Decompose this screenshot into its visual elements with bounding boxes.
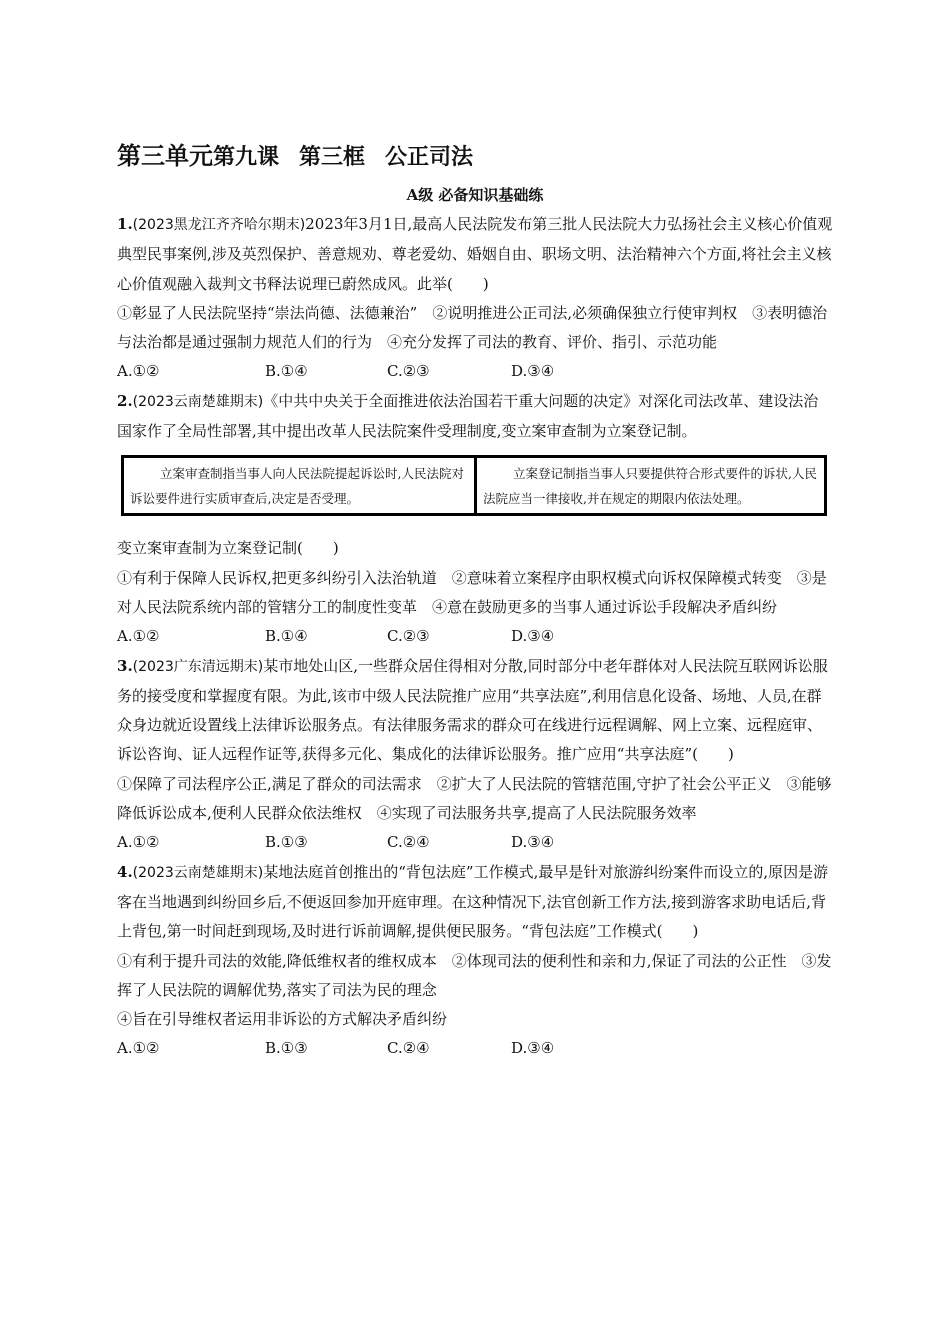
question-number: 2 bbox=[117, 391, 128, 410]
question-statements: ①有利于保障人民诉权,把更多纠纷引入法治轨道 ②意味着立案程序由职权模式向诉权保障模式转变 ③是对人民法院系统内部的管辖分工的制度性变革 ④意在鼓励更多的当事人通过诉讼手段解决矛盾纠纷 bbox=[117, 568, 827, 616]
page-title bbox=[117, 140, 833, 172]
option-a[interactable]: A.①② bbox=[117, 833, 160, 852]
option-b[interactable]: B.①④ bbox=[265, 362, 308, 381]
answer-options bbox=[117, 1034, 833, 1063]
option-a[interactable]: A.①② bbox=[117, 362, 160, 381]
question-text: 《中共中央关于全面推进依法治国若干重大问题的决定》对深化司法改革、建设法治国家作了全局性部署,其中提出改革人民法院案件受理制度,变立案审查制为立案登记制。 bbox=[117, 391, 819, 441]
question-source: (2023广东清远期末) bbox=[132, 658, 264, 675]
question-number: 1 bbox=[117, 215, 128, 233]
question-3 bbox=[117, 652, 833, 858]
option-c[interactable]: C.②③ bbox=[387, 362, 430, 381]
option-d[interactable]: D.③④ bbox=[511, 362, 555, 381]
question-statements: ①彰显了人民法院坚持“崇法尚德、法德兼治” ②说明推进公正司法,必须确保独立行使审判权 ③表明德治与法治都是通过强制力规范人们的行为 ④充分发挥了司法的教育、评价、指引、示范功能 bbox=[117, 303, 828, 352]
option-a[interactable]: A.①② bbox=[117, 1039, 160, 1058]
question-4 bbox=[117, 858, 833, 1064]
option-d[interactable]: D.③④ bbox=[511, 627, 555, 646]
option-d[interactable]: D.③④ bbox=[511, 1039, 555, 1058]
topic-title: 公正司法 bbox=[385, 145, 474, 170]
comparison-table bbox=[121, 455, 827, 516]
option-b[interactable]: B.①③ bbox=[265, 1039, 308, 1058]
question-source: (2023云南楚雄期末) bbox=[132, 393, 264, 410]
answer-options bbox=[117, 357, 833, 386]
question-statements: ①保障了司法程序公正,满足了群众的司法需求 ②扩大了人民法院的管辖范围,守护了社会公平正义 ③能够降低诉讼成本,便利人民群众依法维权 ④实现了司法服务共享,提高了人民法院服务效率 bbox=[117, 774, 832, 823]
option-c[interactable]: C.②④ bbox=[387, 1039, 430, 1058]
question-statements: ①有利于提升司法的效能,降低维权者的维权成本 ②体现司法的便利性和亲和力,保证了司法的公正性 ③发挥了人民法院的调解优势,落实了司法为民的理念 bbox=[117, 951, 832, 999]
question-stem: 2.(2023云南楚雄期末)《中共中央关于全面推进依法治国若干重大问题的决定》对深化司法改革、建设法治国家作了全局性部署,其中提出改革人民法院案件受理制度,变立案审查制为立案登记制。 bbox=[117, 391, 819, 441]
unit-title: 第三单元 bbox=[117, 142, 213, 170]
question-number: 3 bbox=[117, 656, 128, 675]
question-prompt: 变立案审查制为立案登记制( ) bbox=[117, 539, 339, 558]
question-stem: 4.(2023云南楚雄期末)某地法庭首创推出的“背包法庭”工作模式,最早是针对旅游纠纷案件而设立的,原因是游客在当地遇到纠纷回乡后,不便返回参加开庭审理。在这种情况下,法官创新工作方法,接到游客求助电话后,背上背包,第一时间赶到现场,及时进行诉前调解,提供便民服务。“背包法庭”工作模式( ) bbox=[117, 862, 829, 941]
document-page bbox=[117, 140, 833, 1064]
option-b[interactable]: B.①③ bbox=[265, 833, 308, 852]
question-statement-4: ④旨在引导维权者运用非诉讼的方式解决矛盾纠纷 bbox=[117, 1010, 448, 1029]
option-c[interactable]: C.②③ bbox=[387, 627, 430, 646]
question-number: 4 bbox=[117, 862, 128, 881]
option-a[interactable]: A.①② bbox=[117, 627, 160, 646]
question-text: 某市地处山区,一些群众居住得相对分散,同时部分中老年群体对人民法院互联网诉讼服务的接受度和掌握度有限。为此,该市中级人民法院推广应用“共享法庭”,利用信息化设备、场地、人员,在群众身边就近设置线上法律诉讼服务点。有法律服务需求的群众可在线进行远程调解、网上立案、远程庭审、诉讼咨询、证人远程作证等,获得多元化、集成化的法律诉讼服务。推广应用“共享法庭”( ) bbox=[117, 656, 828, 764]
question-stem: 3.(2023广东清远期末)某市地处山区,一些群众居住得相对分散,同时部分中老年群体对人民法院互联网诉讼服务的接受度和掌握度有限。为此,该市中级人民法院推广应用“共享法庭”,利用信息化设备、场地、人员,在群众身边就近设置线上法律诉讼服务点。有法律服务需求的群众可在线进行远程调解、网上立案、远程庭审、诉讼咨询、证人远程作证等,获得多元化、集成化的法律诉讼服务。推广应用“共享法庭”( ) bbox=[117, 656, 828, 764]
option-d[interactable]: D.③④ bbox=[511, 833, 555, 852]
option-b[interactable]: B.①④ bbox=[265, 627, 308, 646]
frame-title: 第三框 bbox=[299, 145, 366, 170]
table-cell-left bbox=[124, 458, 474, 513]
answer-options bbox=[117, 622, 833, 651]
option-c[interactable]: C.②④ bbox=[387, 833, 430, 852]
question-source: (2023黑龙江齐齐哈尔期末) bbox=[132, 217, 306, 233]
question-text: 2023年3月1日,最高人民法院发布第三批人民法院大力弘扬社会主义核心价值观典型民事案例,涉及英烈保护、善意规劝、尊老爱幼、婚姻自由、职场文明、法治精神六个方面,将社会主义核心价值观融入裁判文书释法说理已蔚然成风。此举( ) bbox=[117, 215, 833, 293]
question-stem: 1.(2023黑龙江齐齐哈尔期末)2023年3月1日,最高人民法院发布第三批人民法院大力弘扬社会主义核心价值观典型民事案例,涉及英烈保护、善意规劝、尊老爱幼、婚姻自由、职场文明、法治精神六个方面,将社会主义核心价值观融入裁判文书释法说理已蔚然成风。此举( ) bbox=[117, 215, 833, 293]
table-cell-right bbox=[474, 458, 824, 513]
question-2 bbox=[117, 387, 833, 652]
question-text: 某地法庭首创推出的“背包法庭”工作模式,最早是针对旅游纠纷案件而设立的,原因是游客在当地遇到纠纷回乡后,不便返回参加开庭审理。在这种情况下,法官创新工作方法,接到游客求助电话后,背上背包,第一时间赶到现场,及时进行诉前调解,提供便民服务。“背包法庭”工作模式( ) bbox=[117, 862, 829, 941]
question-source: (2023云南楚雄期末) bbox=[132, 864, 264, 881]
table-cell-right-text: 立案登记制指当事人只要提供符合形式要件的诉状,人民法院应当一律接收,并在规定的期限内依法处理。 bbox=[483, 466, 817, 507]
table-cell-left-text: 立案审查制指当事人向人民法院提起诉讼时,人民法院对诉讼要件进行实质审查后,决定是否受理。 bbox=[130, 466, 464, 507]
section-heading: A级 必备知识基础练 bbox=[406, 186, 544, 204]
lesson-title: 第九课 bbox=[213, 145, 280, 170]
answer-options bbox=[117, 828, 833, 857]
question-1 bbox=[117, 210, 833, 387]
